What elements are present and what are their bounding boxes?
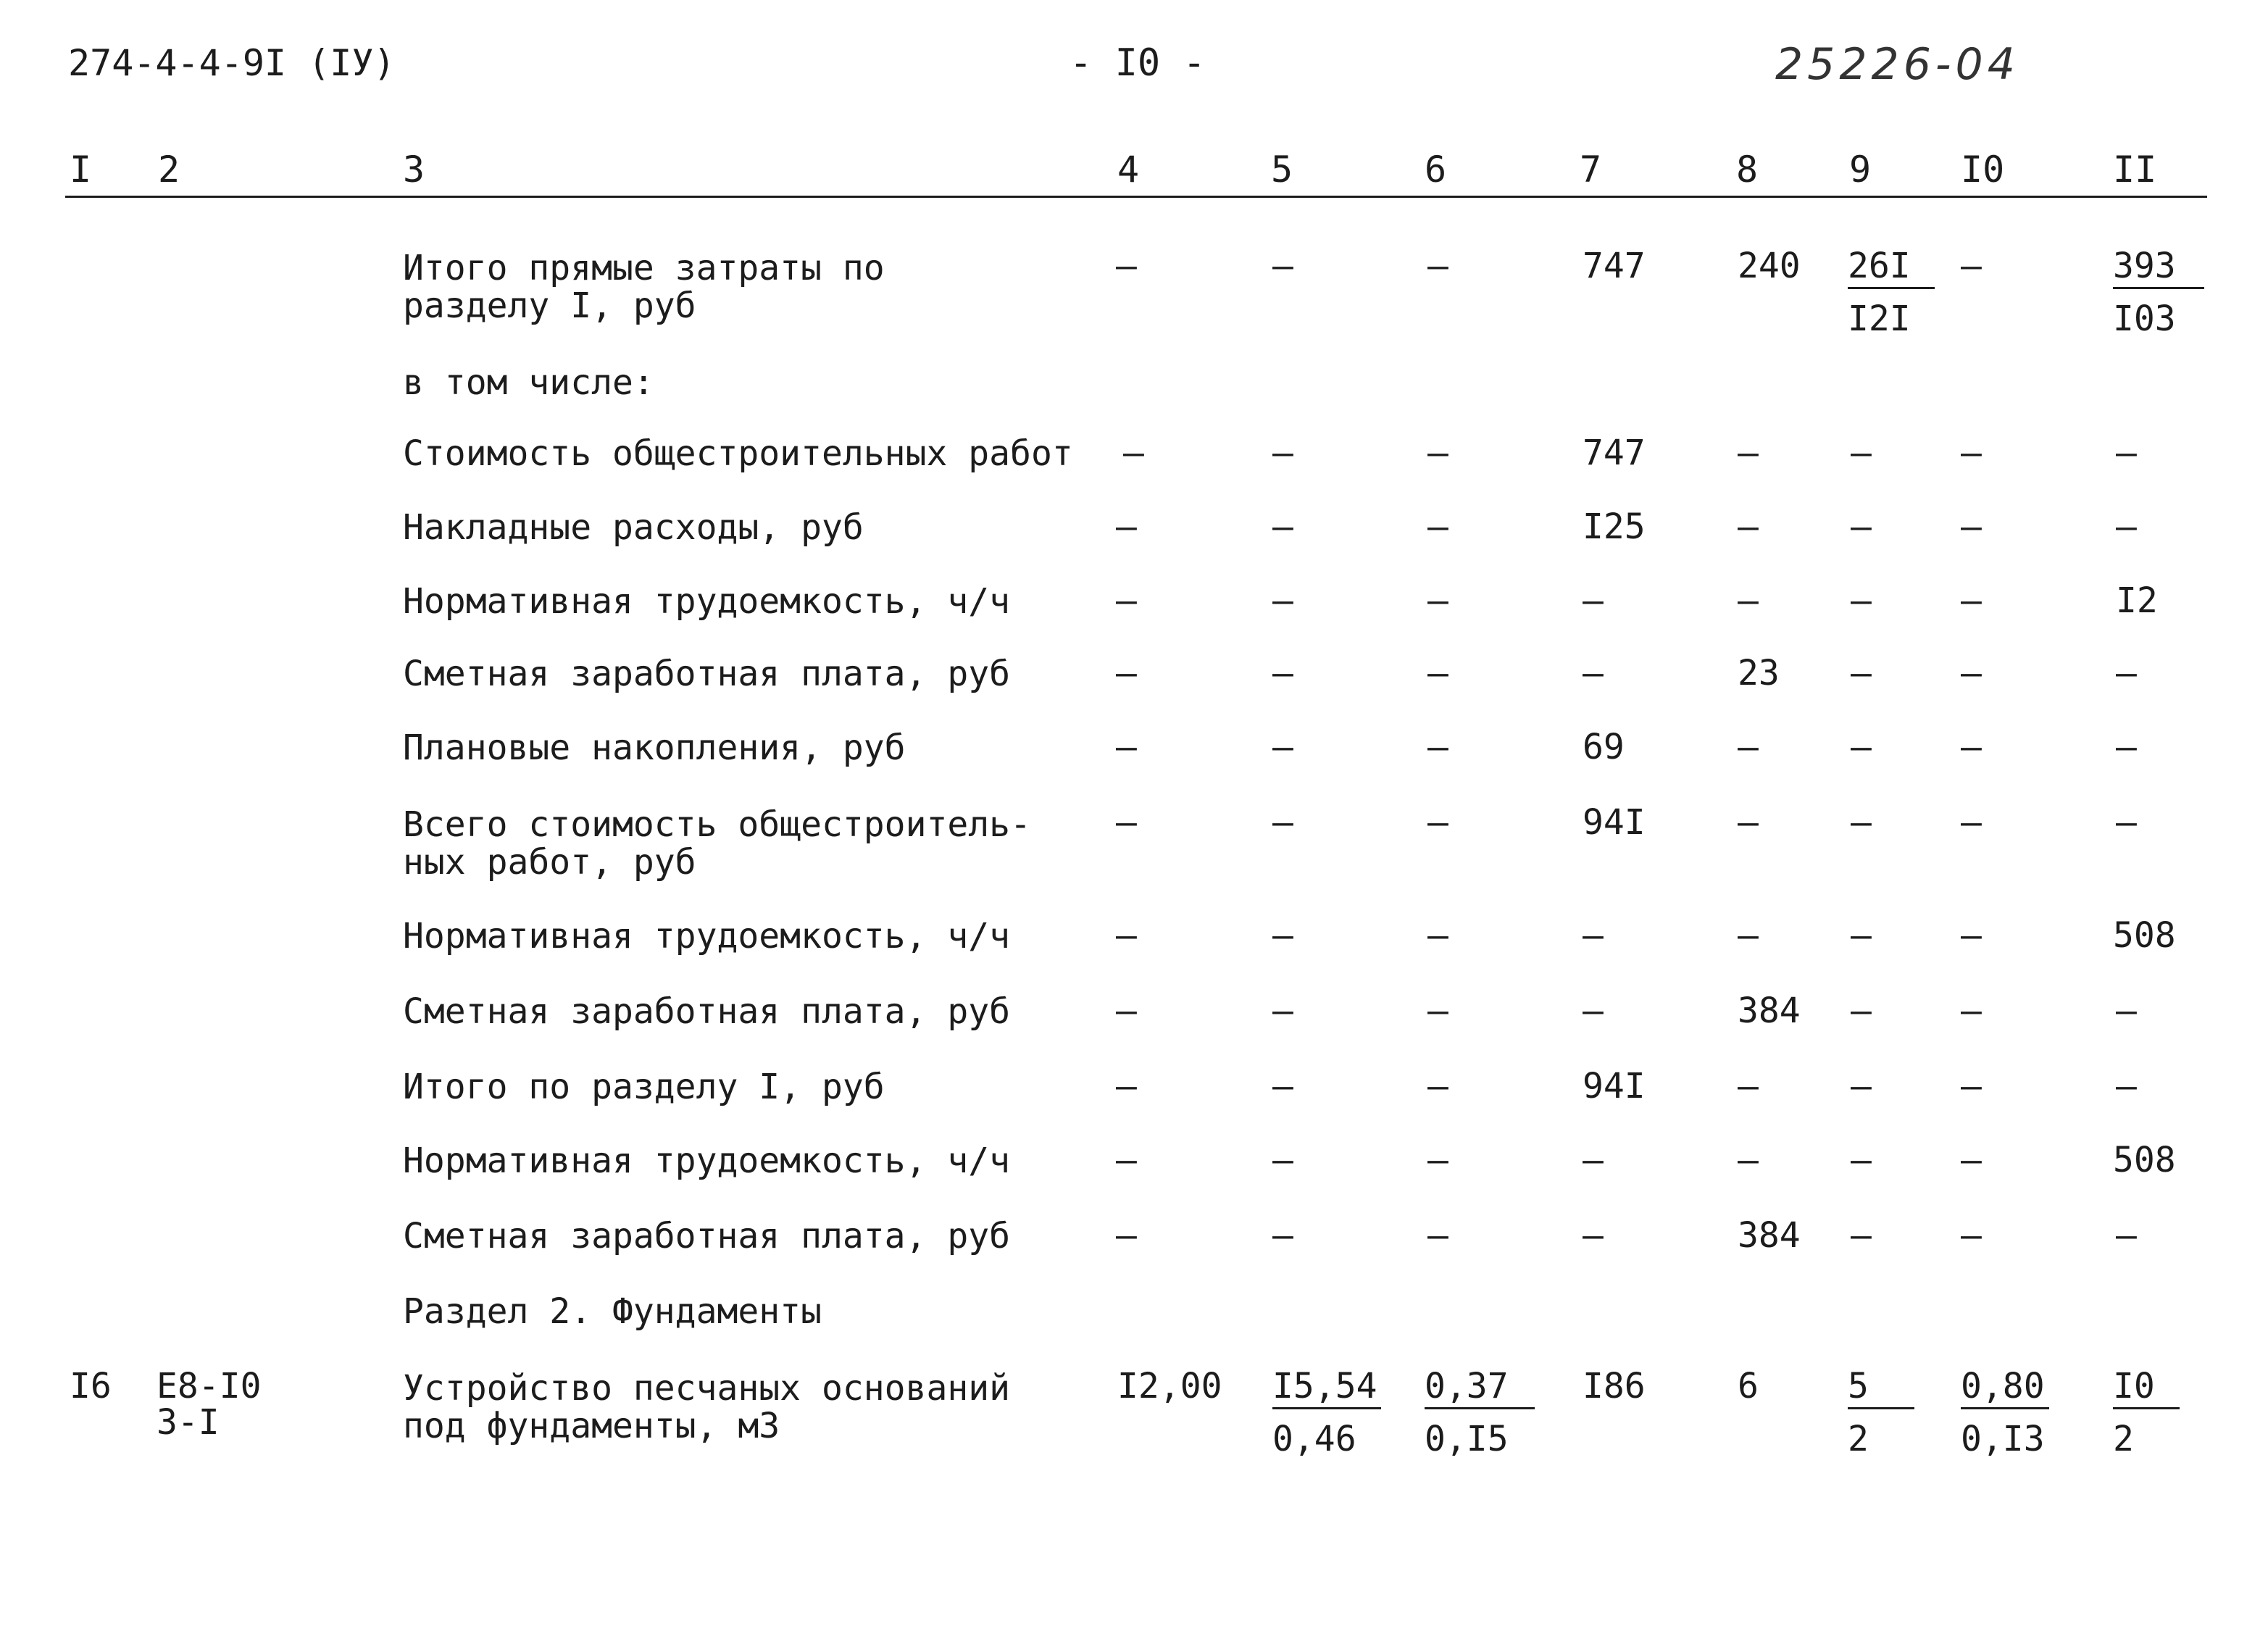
row-description: Устройство песчаных оснований под фундаменты, м3	[403, 1368, 1011, 1446]
cell-col8: 384	[1738, 1215, 1801, 1256]
cell-col5: –	[1272, 727, 1293, 767]
cell-col5: –	[1272, 1066, 1293, 1106]
cell-col5: –	[1272, 802, 1293, 843]
cell-col5: –	[1272, 433, 1293, 473]
cell-col8: 6	[1738, 1366, 1759, 1406]
cell-col9: –	[1851, 915, 1872, 956]
cell-col9: –	[1851, 727, 1872, 767]
row-description: Сметная заработная плата, руб	[403, 654, 1011, 694]
cell-col6: –	[1427, 991, 1448, 1031]
cell-col6: –	[1427, 580, 1448, 621]
cell-col10: –	[1961, 1066, 1982, 1106]
cell-col5: –	[1272, 246, 1293, 286]
cell-col11: –	[2116, 506, 2137, 547]
cell-col9: –	[1851, 580, 1872, 621]
cell-col9: –	[1851, 1066, 1872, 1106]
fraction-denominator: 0,I5	[1425, 1419, 1509, 1459]
cell-col10: –	[1961, 1140, 1982, 1180]
cell-col10: –	[1961, 1215, 1982, 1256]
cell-col1: I6	[70, 1366, 112, 1406]
fraction-numerator: 0,37	[1425, 1367, 1535, 1409]
cell-col4: –	[1116, 1215, 1137, 1256]
fraction-denominator: 2	[1848, 1419, 1869, 1459]
cell-col5-fraction	[1272, 1367, 1381, 1459]
cell-col6: –	[1427, 915, 1448, 956]
cell-col6: –	[1427, 1140, 1448, 1180]
cell-col5: –	[1272, 1140, 1293, 1180]
fraction-numerator: I0	[2113, 1367, 2180, 1409]
cell-col10: –	[1961, 246, 1982, 286]
column-header-9: 9	[1849, 149, 1872, 191]
cell-col9: –	[1851, 653, 1872, 693]
cell-col6: –	[1427, 1215, 1448, 1256]
cell-col6: –	[1427, 727, 1448, 767]
cell-col5: –	[1272, 991, 1293, 1031]
cell-col4: –	[1116, 802, 1137, 843]
cell-col5: –	[1272, 506, 1293, 547]
cell-col9: –	[1851, 506, 1872, 547]
fraction-numerator: 5	[1848, 1367, 1914, 1409]
cell-col4: –	[1123, 433, 1144, 473]
cell-col11: –	[2116, 1215, 2137, 1256]
cell-col9: –	[1851, 802, 1872, 843]
cell-col7: –	[1583, 991, 1604, 1031]
cell-col7: I25	[1583, 506, 1646, 547]
column-header-3: 3	[403, 149, 425, 191]
cell-col11-fraction	[2113, 246, 2204, 338]
cell-col4: –	[1116, 506, 1137, 547]
fraction-denominator: 2	[2113, 1419, 2134, 1459]
cell-col4: I2,00	[1117, 1366, 1222, 1406]
cell-col9-fraction	[1848, 1367, 1914, 1459]
cell-col5: –	[1272, 915, 1293, 956]
column-header-6: 6	[1425, 149, 1447, 191]
cell-col10: –	[1961, 727, 1982, 767]
cell-col11-fraction	[2113, 1367, 2180, 1459]
cell-col8: 384	[1738, 991, 1801, 1031]
cell-col7: 747	[1583, 246, 1646, 286]
cell-col7: –	[1583, 915, 1604, 956]
cell-col11: –	[2116, 991, 2137, 1031]
cell-col8: 240	[1738, 246, 1801, 286]
column-header-2: 2	[158, 149, 180, 191]
cell-col4: –	[1116, 915, 1137, 956]
cell-col6: –	[1427, 653, 1448, 693]
row-description: в том числе:	[403, 362, 654, 403]
cell-col9: –	[1851, 1140, 1872, 1180]
column-header-8: 8	[1736, 149, 1759, 191]
row-description: Нормативная трудоемкость, ч/ч	[403, 916, 1011, 956]
cell-col8: –	[1738, 506, 1759, 547]
cell-col7: 94I	[1583, 1066, 1646, 1106]
cell-col7: –	[1583, 1140, 1604, 1180]
section-heading: Раздел 2. Фундаменты	[403, 1291, 822, 1332]
fraction-denominator: 0,I3	[1961, 1419, 2045, 1459]
row-description: Нормативная трудоемкость, ч/ч	[403, 1141, 1011, 1181]
cell-col5: –	[1272, 580, 1293, 621]
cell-col4: –	[1116, 246, 1137, 286]
cell-col8: 23	[1738, 653, 1780, 693]
row-description: Итого по разделу I, руб	[403, 1067, 885, 1107]
cell-col4: –	[1116, 580, 1137, 621]
fraction-numerator: 0,80	[1961, 1367, 2049, 1409]
cell-col10: –	[1961, 802, 1982, 843]
cell-col11: –	[2116, 802, 2137, 843]
row-description: Всего стоимость общестроитель- ных работ, руб	[403, 804, 1031, 883]
column-header-11: II	[2113, 149, 2157, 191]
cell-col8: –	[1738, 1140, 1759, 1180]
row-description: Плановые накопления, руб	[403, 727, 906, 768]
cell-col7: 747	[1583, 433, 1646, 473]
cell-col11: 508	[2113, 915, 2176, 956]
cell-col10: –	[1961, 991, 1982, 1031]
cell-col11: –	[2116, 433, 2137, 473]
cell-col2-line1: Е8-I0	[157, 1366, 262, 1406]
cell-col11: –	[2116, 1066, 2137, 1106]
cell-col8: –	[1738, 580, 1759, 621]
cell-col4: –	[1116, 991, 1137, 1031]
fraction-numerator: 26I	[1848, 246, 1935, 289]
cell-col4: –	[1116, 727, 1137, 767]
fraction-denominator: 0,46	[1272, 1419, 1356, 1459]
fraction-numerator: 393	[2113, 246, 2204, 289]
cell-col8: –	[1738, 727, 1759, 767]
handwritten-code: 25226-04	[1775, 39, 2019, 90]
cell-col10: –	[1961, 653, 1982, 693]
cell-col9: –	[1851, 433, 1872, 473]
row-description: Сметная заработная плата, руб	[403, 1216, 1011, 1256]
cell-col8: –	[1738, 802, 1759, 843]
cell-col11: –	[2116, 653, 2137, 693]
cell-col11: 508	[2113, 1140, 2176, 1180]
cell-col4: –	[1116, 653, 1137, 693]
cell-col8: –	[1738, 915, 1759, 956]
cell-col10: –	[1961, 915, 1982, 956]
row-description: Сметная заработная плата, руб	[403, 991, 1011, 1032]
fraction-denominator: I2I	[1848, 299, 1911, 339]
cell-col9: –	[1851, 1215, 1872, 1256]
cell-col10: –	[1961, 433, 1982, 473]
cell-col10-fraction	[1961, 1367, 2049, 1459]
header-rule	[65, 196, 2207, 198]
cell-col6: –	[1427, 506, 1448, 547]
cell-col7: –	[1583, 580, 1604, 621]
cell-col4: –	[1116, 1066, 1137, 1106]
cell-col6-fraction	[1425, 1367, 1535, 1459]
cell-col9-fraction	[1848, 246, 1935, 338]
cell-col7: I86	[1583, 1366, 1646, 1406]
fraction-numerator: I5,54	[1272, 1367, 1381, 1409]
cell-col4: –	[1116, 1140, 1137, 1180]
cell-col7: 69	[1583, 727, 1625, 767]
column-header-5: 5	[1271, 149, 1293, 191]
column-header-7: 7	[1580, 149, 1602, 191]
fraction-denominator: I03	[2113, 299, 2176, 339]
column-header-1: I	[70, 149, 92, 191]
cell-col7: 94I	[1583, 802, 1646, 843]
cell-col6: –	[1427, 433, 1448, 473]
row-description: Нормативная трудоемкость, ч/ч	[403, 581, 1011, 622]
row-description: Накладные расходы, руб	[403, 507, 864, 548]
cell-col5: –	[1272, 1215, 1293, 1256]
cell-col6: –	[1427, 802, 1448, 843]
cell-col6: –	[1427, 1066, 1448, 1106]
cell-col7: –	[1583, 1215, 1604, 1256]
cell-col10: –	[1961, 506, 1982, 547]
cell-col11: I2	[2116, 580, 2158, 621]
document-code: 274-4-4-9I (IУ)	[68, 42, 396, 84]
cell-col10: –	[1961, 580, 1982, 621]
page-number: - I0 -	[1070, 41, 1206, 85]
cell-col6: –	[1427, 246, 1448, 286]
column-header-10: I0	[1961, 149, 2005, 191]
cell-col5: –	[1272, 653, 1293, 693]
cell-col9: –	[1851, 991, 1872, 1031]
cell-col8: –	[1738, 1066, 1759, 1106]
cell-col8: –	[1738, 433, 1759, 473]
row-description: Итого прямые затраты по разделу I, руб	[403, 248, 885, 326]
cell-col11: –	[2116, 727, 2137, 767]
column-header-4: 4	[1117, 149, 1140, 191]
cell-col2-line2: 3-I	[157, 1402, 220, 1443]
cell-col7: –	[1583, 653, 1604, 693]
row-description: Стоимость общестроительных работ	[403, 433, 1073, 474]
